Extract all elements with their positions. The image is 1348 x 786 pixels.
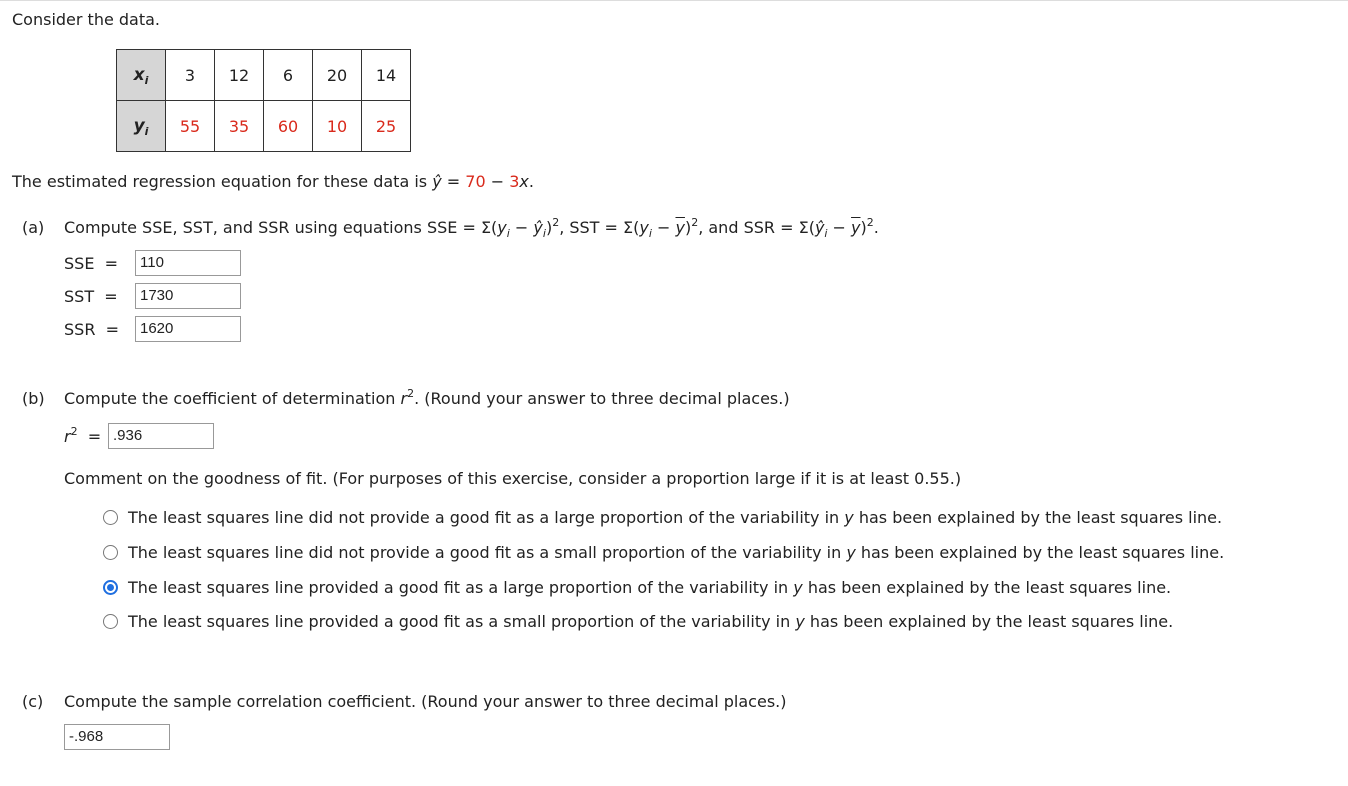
part-b-round-note: (Round your answer to three decimal places.) bbox=[424, 389, 790, 408]
x-row bbox=[117, 50, 411, 101]
part-c-label: (c) bbox=[22, 692, 44, 711]
regression-intercept: 70 bbox=[465, 172, 486, 191]
sst-formula: SST = $\Sigma(y_i - \overline{y})^2$ bbox=[569, 216, 699, 240]
option-1-label[interactable]: The least squares line did not provide a good fit as a large proportion of the variability in y has been explained by the least squares line. bbox=[128, 508, 1223, 527]
option-2-radio[interactable] bbox=[103, 545, 118, 560]
and-text: and bbox=[708, 218, 739, 237]
y-cell: 55 bbox=[166, 101, 215, 152]
option-3-label[interactable]: The least squares line provided a good fit as a large proportion of the variability in y has been explained by the least squares line. bbox=[128, 578, 1172, 597]
data-table bbox=[116, 49, 411, 152]
x-cell: 12 bbox=[215, 50, 264, 101]
y-cell: 10 bbox=[313, 101, 362, 152]
correlation-input[interactable]: -.968 bbox=[64, 724, 170, 750]
sst-input[interactable]: 1730 bbox=[135, 283, 241, 309]
option-4-radio[interactable] bbox=[103, 614, 118, 629]
sse-label: SSE = bbox=[64, 254, 118, 273]
r2-label: $r^2$ = bbox=[64, 425, 102, 446]
regression-equation: The estimated regression equation for these data is ŷ = 70 − 3x. bbox=[12, 172, 534, 191]
x-header: $x_i$ bbox=[117, 50, 166, 101]
sst-label: SST = bbox=[64, 287, 118, 306]
x-cell: 20 bbox=[313, 50, 362, 101]
ssr-formula: SSR = $\Sigma(ŷ_i - \overline{y})^2$ bbox=[743, 216, 874, 240]
y-cell: 60 bbox=[264, 101, 313, 152]
option-1-radio[interactable] bbox=[103, 510, 118, 525]
part-a-label: (a) bbox=[22, 218, 45, 237]
ssr-label: SSR = bbox=[64, 320, 120, 339]
part-a-prompt: Compute SSE, SST, and SSR using equations SSE = $\Sigma(y_i$ − $ŷ_i)^2$, SST = $\Sigma(y_i - \overline{y})^2$, and SSR = $\Sigma(ŷ_i - \overline{y})^2$. bbox=[64, 216, 879, 240]
part-b-label: (b) bbox=[22, 389, 45, 408]
x-cell: 14 bbox=[362, 50, 411, 101]
r2-input[interactable]: .936 bbox=[108, 423, 214, 449]
y-header: $y_i$ bbox=[117, 101, 166, 152]
part-a-prompt-text: Compute SSE, SST, and SSR using equations bbox=[64, 218, 422, 237]
sse-input[interactable]: 110 bbox=[135, 250, 241, 276]
x-cell: 3 bbox=[166, 50, 215, 101]
goodness-of-fit-prompt: Comment on the goodness of fit. (For purposes of this exercise, consider a proportion large if it is at least 0.55.) bbox=[64, 469, 962, 488]
option-3-radio[interactable] bbox=[103, 580, 118, 595]
top-divider bbox=[0, 0, 1348, 1]
y-cell: 35 bbox=[215, 101, 264, 152]
x-cell: 6 bbox=[264, 50, 313, 101]
part-c-prompt: Compute the sample correlation coefficient. (Round your answer to three decimal places.) bbox=[64, 692, 787, 711]
regression-slope: 3 bbox=[509, 172, 520, 191]
option-2-label[interactable]: The least squares line did not provide a good fit as a small proportion of the variability in y has been explained by the least squares line. bbox=[128, 543, 1225, 562]
option-4-label[interactable]: The least squares line provided a good fit as a small proportion of the variability in y has been explained by the least squares line. bbox=[128, 612, 1174, 631]
ssr-input[interactable]: 1620 bbox=[135, 316, 241, 342]
intro-text: Consider the data. bbox=[12, 10, 161, 29]
sse-formula: SSE = $\Sigma(y_i$ − $ŷ_i)^2$ bbox=[426, 216, 560, 240]
regression-text: The estimated regression equation for these data is bbox=[12, 172, 428, 191]
part-b-prompt-text: Compute the coefficient of determination bbox=[64, 389, 396, 408]
part-b-prompt: Compute the coefficient of determination $r^2$. (Round your answer to three decimal places.) bbox=[64, 387, 790, 408]
y-cell: 25 bbox=[362, 101, 411, 152]
y-row bbox=[117, 101, 411, 152]
